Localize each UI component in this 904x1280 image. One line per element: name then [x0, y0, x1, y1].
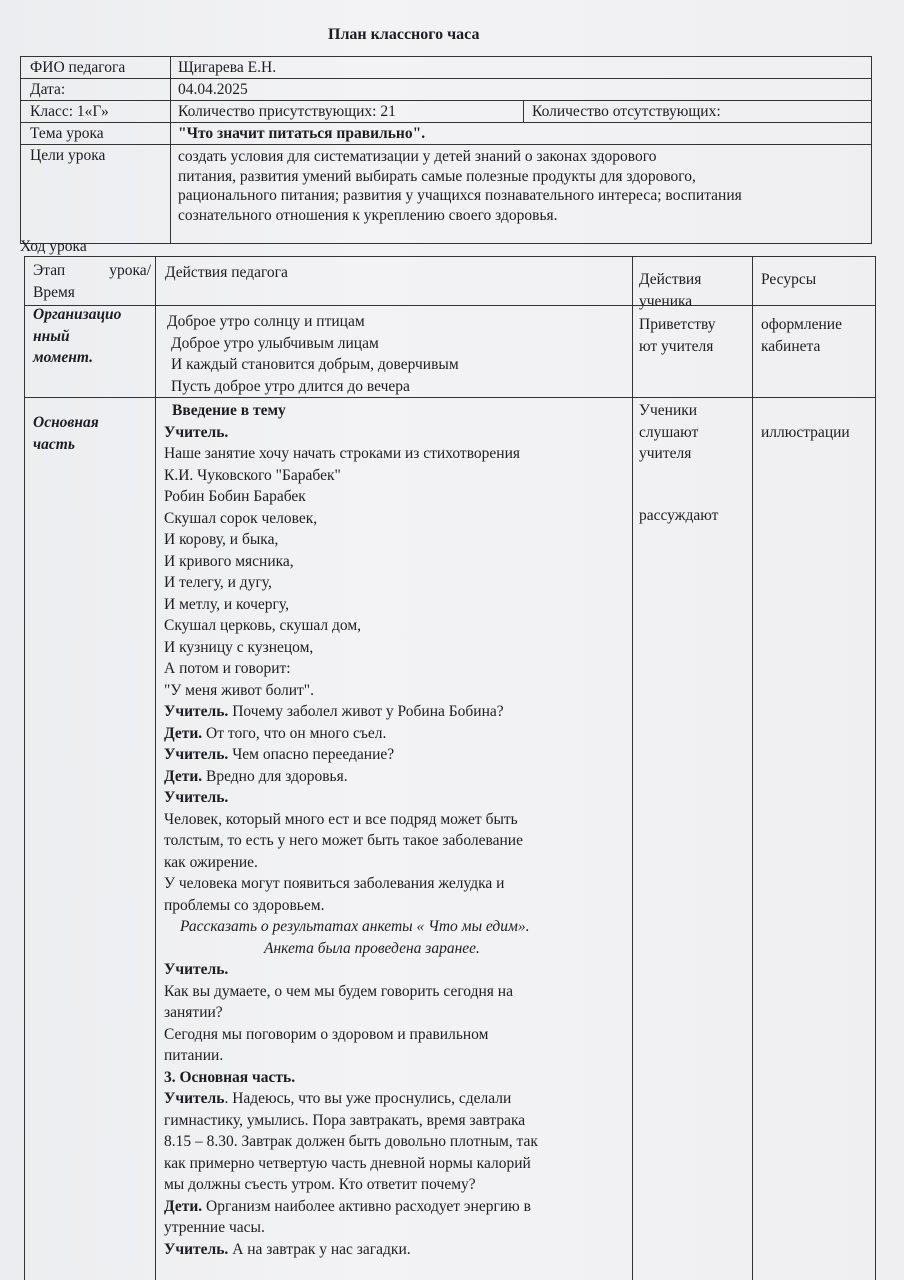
topic-label: Тема урока [30, 125, 104, 142]
paragraph-line: утренние часы. [164, 1219, 265, 1236]
goals-line: питания, развития умений выбирать самые полезные продукты для здорового, [178, 167, 696, 185]
dialogue-line [164, 701, 626, 723]
dialogue-line [164, 744, 626, 766]
poem-line: И телегу, и дугу, [164, 574, 272, 591]
goals-line: рационального питания; развития у учащихся познавательного интереса; воспитания [178, 187, 742, 204]
paragraph-line: как примерно четвертую часть дневной нормы калорий [164, 1154, 531, 1172]
class-label: Класс: 1«Г» [30, 103, 109, 120]
paragraph-line: Как вы думаете, о чем мы будем говорить сегодня на [164, 982, 513, 1000]
teacher-label: ФИО педагога [30, 59, 126, 76]
paragraph-text: А на завтрак у нас загадки. [228, 1240, 411, 1258]
poem-line: И кузницу с кузнецом, [164, 638, 314, 656]
header-teacher-actions: Действия педагога [165, 264, 288, 281]
header-student-line: Действия [639, 271, 702, 288]
poem-line: К.И. Чуковского "Барабек" [164, 466, 341, 484]
speaker-teacher: Учитель. [164, 703, 229, 720]
date-row [20, 78, 872, 100]
main-part-heading: 3. Основная часть. [164, 1068, 296, 1086]
stage-line: Организацио [33, 306, 122, 323]
goals-line: создать условия для систематизации у детей знаний о законах здорового [178, 148, 657, 165]
resource-line: кабинета [761, 337, 821, 355]
date-label: Дата: [30, 81, 66, 98]
poem-line: И корову, и быка, [164, 531, 279, 548]
poem-line: И каждый становится добрым, доверчивым [171, 356, 459, 373]
stage-main-part [33, 412, 99, 455]
student-line: Приветству [639, 316, 716, 333]
stage-org-moment [33, 304, 121, 369]
paragraph-text: Организм наиболее активно расходует энергию в [202, 1197, 531, 1215]
paragraph-line: Человек, который много ест и все подряд может быть [164, 810, 518, 828]
speaker-teacher: Учитель [164, 1090, 225, 1107]
stage-line: часть [33, 435, 75, 453]
paragraph-line: Сегодня мы поговорим о здоровом и правильном [164, 1025, 489, 1043]
poem-line: Робин Бобин Барабек [164, 488, 306, 505]
dialogue-line [164, 766, 626, 788]
main-resources: иллюстрации [761, 424, 850, 441]
paragraph-line: питании. [164, 1047, 224, 1064]
dialogue-line [164, 723, 626, 745]
teacher-row [20, 56, 872, 78]
section-heading: Ход урока [20, 238, 87, 255]
goals-text [178, 147, 868, 225]
stage-line: нный [33, 327, 70, 345]
poem-line: А потом и говорит: [164, 660, 291, 677]
main-student-actions [639, 400, 698, 465]
speaker-teacher: Учитель. [164, 746, 229, 763]
survey-note: Рассказать о результатах анкеты « Что мы едим». [180, 918, 530, 935]
speaker-teacher: Учитель. [164, 423, 229, 441]
student-line: слушают [639, 423, 699, 441]
header-time: Время [33, 283, 75, 301]
paragraph-line [164, 1239, 626, 1261]
paragraph-text: . Надеюсь, что вы уже проснулись, сделали [224, 1090, 512, 1107]
topic-row [20, 122, 872, 144]
poem-line: Доброе утро солнцу и птицам [167, 313, 365, 330]
header-student-line: ученика [639, 292, 693, 310]
poem-line: И кривого мясника, [164, 552, 294, 570]
org-student-actions [639, 314, 716, 357]
document-title: План классного часа [328, 26, 480, 43]
org-greeting-poem [167, 311, 459, 397]
poem-line: "У меня живот болит". [164, 681, 315, 699]
speaker-teacher: Учитель. [164, 961, 229, 978]
student-line: ют учителя [639, 337, 714, 355]
poem-line: Скушал сорок человек, [164, 509, 318, 527]
goals-line: сознательного отношения к укреплению своего здоровья. [178, 206, 558, 224]
speaker-children: Дети. [164, 767, 203, 785]
date-value: 04.04.2025 [178, 81, 248, 98]
paragraph-line: проблемы со здоровьем. [164, 896, 325, 914]
speaker-children: Дети. [164, 724, 203, 742]
student-line: учителя [639, 445, 692, 462]
paragraph-line: У человека могут появиться заболевания желудка и [164, 875, 505, 892]
dialogue-text: Почему заболел живот у Робина Бобина? [228, 703, 504, 720]
dialogue-text: От того, что он много съел. [202, 724, 387, 742]
student-line: Ученики [639, 402, 698, 419]
present-count: Количество присутствующих: 21 [178, 103, 396, 120]
paragraph-line [164, 1196, 626, 1218]
stage-line: момент. [33, 349, 94, 366]
poem-line: Наше занятие хочу начать строками из стихотворения [164, 445, 521, 462]
speaker-children: Дети. [164, 1197, 203, 1215]
absent-count: Количество отсутствующих: [532, 103, 721, 120]
poem-line: И метлу, и кочергу, [164, 595, 289, 613]
dialogue-text: Вредно для здоровья. [202, 767, 348, 785]
poem-line: Скушал церковь, скушал дом, [164, 617, 362, 634]
dialogue-text: Чем опасно переедание? [228, 746, 395, 763]
intro-heading: Введение в тему [172, 402, 286, 419]
main-student-reasoning: рассуждают [639, 507, 719, 524]
header-student-actions [639, 269, 701, 312]
poem-line: Пусть доброе утро длится до вечера [171, 377, 410, 395]
goals-label: Цели урока [30, 147, 106, 164]
speaker-teacher: Учитель. [164, 789, 229, 806]
speaker-teacher: Учитель. [164, 1240, 229, 1258]
paragraph-line: 8.15 – 8.30. Завтрак должен быть довольно плотным, так [164, 1133, 538, 1150]
paragraph-line: толстым, то есть у него может быть такое заболевание [164, 832, 523, 849]
paragraph-line [164, 1088, 626, 1110]
stage-line: Основная [33, 414, 99, 431]
lesson-table [24, 256, 876, 1280]
paragraph-line: как ожирение. [164, 853, 258, 871]
topic-value: "Что значит питаться правильно". [178, 125, 426, 142]
paragraph-line: занятии? [164, 1004, 223, 1021]
main-teacher-actions [164, 400, 626, 1260]
header-table [20, 56, 872, 244]
survey-note: Анкета была проведена заранее. [264, 939, 480, 957]
paragraph-line: мы должны съесть утром. Кто ответит почему? [164, 1176, 476, 1193]
header-stage-word: урока/ [109, 262, 151, 279]
header-stage-word: Этап [33, 262, 66, 279]
class-row [20, 100, 872, 122]
resource-line: оформление [761, 316, 842, 333]
header-stage [33, 260, 151, 303]
poem-line: Доброе утро улыбчивым лицам [171, 334, 379, 352]
teacher-value: Щигарева Е.Н. [178, 59, 277, 76]
paragraph-line: гимнастику, умылись. Пора завтракать, время завтрака [164, 1111, 526, 1129]
header-resources: Ресурсы [761, 271, 817, 288]
org-resources [761, 314, 842, 357]
goals-row [20, 144, 872, 243]
